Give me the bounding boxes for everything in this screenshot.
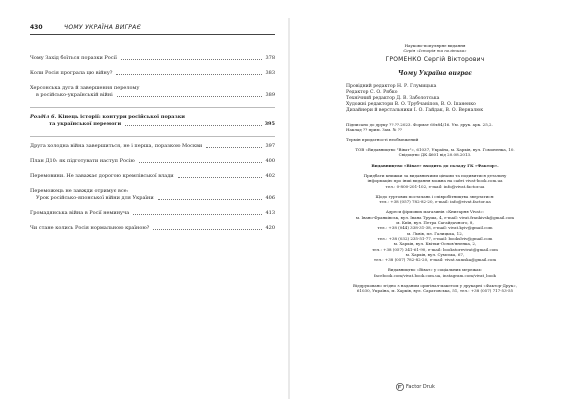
toc-entry-text: Переможець не завжди отримує все: [30, 188, 129, 194]
shop-line: тел.: +38 (057) 782-82-20, e-mail: vivat.sumska@gmail.com [373, 257, 497, 263]
book-title: Чому Україна виграє [398, 69, 472, 77]
running-head [30, 24, 275, 35]
printing-line: 61030, Україна, м. Харків, вул. Саратовська, 51, тел.: +38 (057) 717-53-55 [356, 288, 514, 294]
toc-page-number: 406 [265, 195, 275, 201]
printing-info [312, 283, 558, 294]
group-membership: Видавництво «Віват» входить до складу ГК «Фактор». [371, 162, 499, 168]
publisher-line: Свідоцтво ДК 4601 від 20.08.2013. [398, 152, 472, 158]
shops-header: Адреси фірмових магазинів «Книгарня Vivat»: [385, 209, 485, 215]
toc-entry-text: Громадянська війна в Росії неминуча [30, 210, 130, 216]
credit-line: Редактор С. О. Рябко [346, 90, 398, 96]
toc-entry[interactable] [30, 188, 275, 202]
toc-entry[interactable] [30, 225, 275, 232]
credit-line: Технічний редактор Д. В. Заболотська [346, 96, 440, 102]
toc-page-number: 389 [265, 92, 275, 98]
toc-entry[interactable] [30, 173, 275, 180]
toc-entry[interactable] [30, 70, 275, 77]
wholesale-line: Щодо гуртових постачань і співробітництва звертатися: [375, 193, 495, 199]
credit-line: Художні редактори В. О. Трубчаніпов, В. О. Іпаненко [346, 102, 476, 108]
shop-line: м. Львів, пл. Галицька, 12, [406, 230, 464, 236]
toc-entry-text: Коли Росія програла цю війну? [30, 70, 113, 76]
wholesale-line: тел.: +38 (057) 782-82-20, e-mail: info@vivat.factor.ua [379, 199, 491, 205]
toc-entry-text: Херсонська дуга й завершення перелому [30, 85, 140, 91]
social-media [312, 267, 558, 278]
toc-entry-text: в російсько-українській війні [36, 92, 113, 98]
shop-line: м. Київ, вул. Петра Сагайдачного, 8, [396, 220, 474, 226]
credit-line: Дизайнери й верстальники І. О. Гайдак, В. О. Верналюк [346, 108, 484, 114]
toc-entry[interactable] [30, 210, 275, 217]
toc-page-number: 413 [265, 210, 275, 216]
toc-page-number: 397 [265, 143, 275, 149]
editorial-credits [312, 84, 558, 114]
credit-line: Провідний редактор Н. Р. Глумицька [346, 84, 437, 90]
series-line: Серія «Історія та політика» [403, 48, 467, 54]
social-line: Видавництво «Віват» у соціальних мережах: [387, 267, 483, 273]
purchase-line: Придбати книжки за видавничими цінами та подивитися детальну [363, 172, 507, 178]
toc-page-number: 400 [265, 158, 275, 164]
social-line: facebook.com/vivat.book.com.ua, instagram.com/vivat_book [374, 272, 496, 278]
toc-entry[interactable] [30, 85, 275, 99]
toc-entry-text: Чому Захід боїться поразки Росії [30, 55, 117, 61]
toc-entry-text: Друга холодна війна завершиться, не і перша, поразкою Москви [30, 143, 203, 149]
publication-data [312, 122, 558, 133]
section-title-line1: Кінець історії: контури російської поразки [58, 114, 186, 120]
toc-entry[interactable] [30, 158, 275, 165]
wholesale-info [312, 194, 558, 205]
toc-entry[interactable] [30, 55, 275, 62]
shelf-life: Термін придатності необмежений [346, 136, 419, 142]
shop-line: м. Івано-Франківськ, вул. Івана Труша, 4, e-mail: vivat.frankivsk@gmail.com [355, 214, 515, 220]
toc-entry-text: Перемовини. Не заважає дорогою кремлівської влади [30, 173, 174, 179]
toc-group-2 [30, 143, 275, 232]
section-label: Розділ 6. [30, 114, 57, 120]
toc-page-number: 383 [265, 70, 275, 76]
author-name: ГРОМЕНКО Сергій Вікторович [385, 55, 485, 63]
toc-divider [30, 136, 275, 137]
toc-page-number: 402 [265, 173, 275, 179]
publisher-line: ТОВ «Видавництво "Віват"», 61037, Україна, м. Харків, вул. Гомоненка, 10. [355, 147, 515, 153]
genre-line: Науково-популярне видання [404, 43, 466, 48]
colophon [312, 18, 558, 294]
toc-entry-text: Урок російсько-японської війни для України [36, 195, 154, 201]
toc-entry-text: Чи стане колись Росія нормальною країною? [30, 225, 150, 231]
left-page [0, 18, 288, 399]
printer-logo [396, 383, 435, 391]
shop-line: тел.: +38 (057) 341-61-90, e-mail: bookstorevivat@gmail.com [372, 246, 498, 252]
shop-line: м. Харків, вул. Сумська, 67, [405, 251, 465, 257]
toc-divider [30, 107, 275, 108]
shop-line: тел.: +38 (044) 338-31-38, e-mail: vivat.kyiv@gmail.com [377, 225, 493, 231]
toc-group-1 [30, 55, 275, 99]
page-number: 430 [30, 24, 43, 31]
toc-entry[interactable] [30, 143, 275, 150]
running-title: ЧОМУ УКРАЇНА ВИГРАЄ [64, 24, 142, 31]
purchase-line: інформацію про інші видання можна на сайті vivat-book.com.ua [367, 178, 503, 184]
toc-page-number: 420 [265, 225, 275, 231]
printing-line: Віддруковано згідно з наданим оригінал-макетом у друкарні «Фактор-Друк», [353, 283, 517, 289]
right-page [290, 18, 580, 399]
publisher-info [312, 147, 558, 158]
publication-line: Наклад ?? прим. Зам. № ?? [346, 127, 403, 133]
toc-entry-text: План Д10: як підготувати наступ Росію [30, 158, 135, 164]
toc-section-entry[interactable] [30, 114, 275, 128]
toc-page-number: 378 [265, 55, 275, 61]
section-page: 395 [264, 121, 275, 127]
section-title-line2: та української перемоги [49, 121, 122, 127]
shop-line: м. Харків, вул. Квітки-Основ'яненка, 2, [393, 241, 477, 247]
publication-line: Підписано до друку ??.??.2023. Формат 60х84/16. Ум. друк. арк. 25,2. [346, 122, 493, 128]
purchase-line: тел.: 0-800-201-102, e-mail: info@vivat.factor.ua [385, 183, 485, 189]
shop-addresses [312, 215, 558, 263]
printer-logo-text: Factor Druk [406, 384, 435, 390]
purchase-info [312, 173, 558, 189]
factor-druk-logo-icon [396, 383, 404, 391]
table-of-contents [30, 55, 275, 240]
shop-line: тел.: +38 (032) 235-51-77, e-mail: bookslviv@gmail.com [377, 235, 493, 241]
